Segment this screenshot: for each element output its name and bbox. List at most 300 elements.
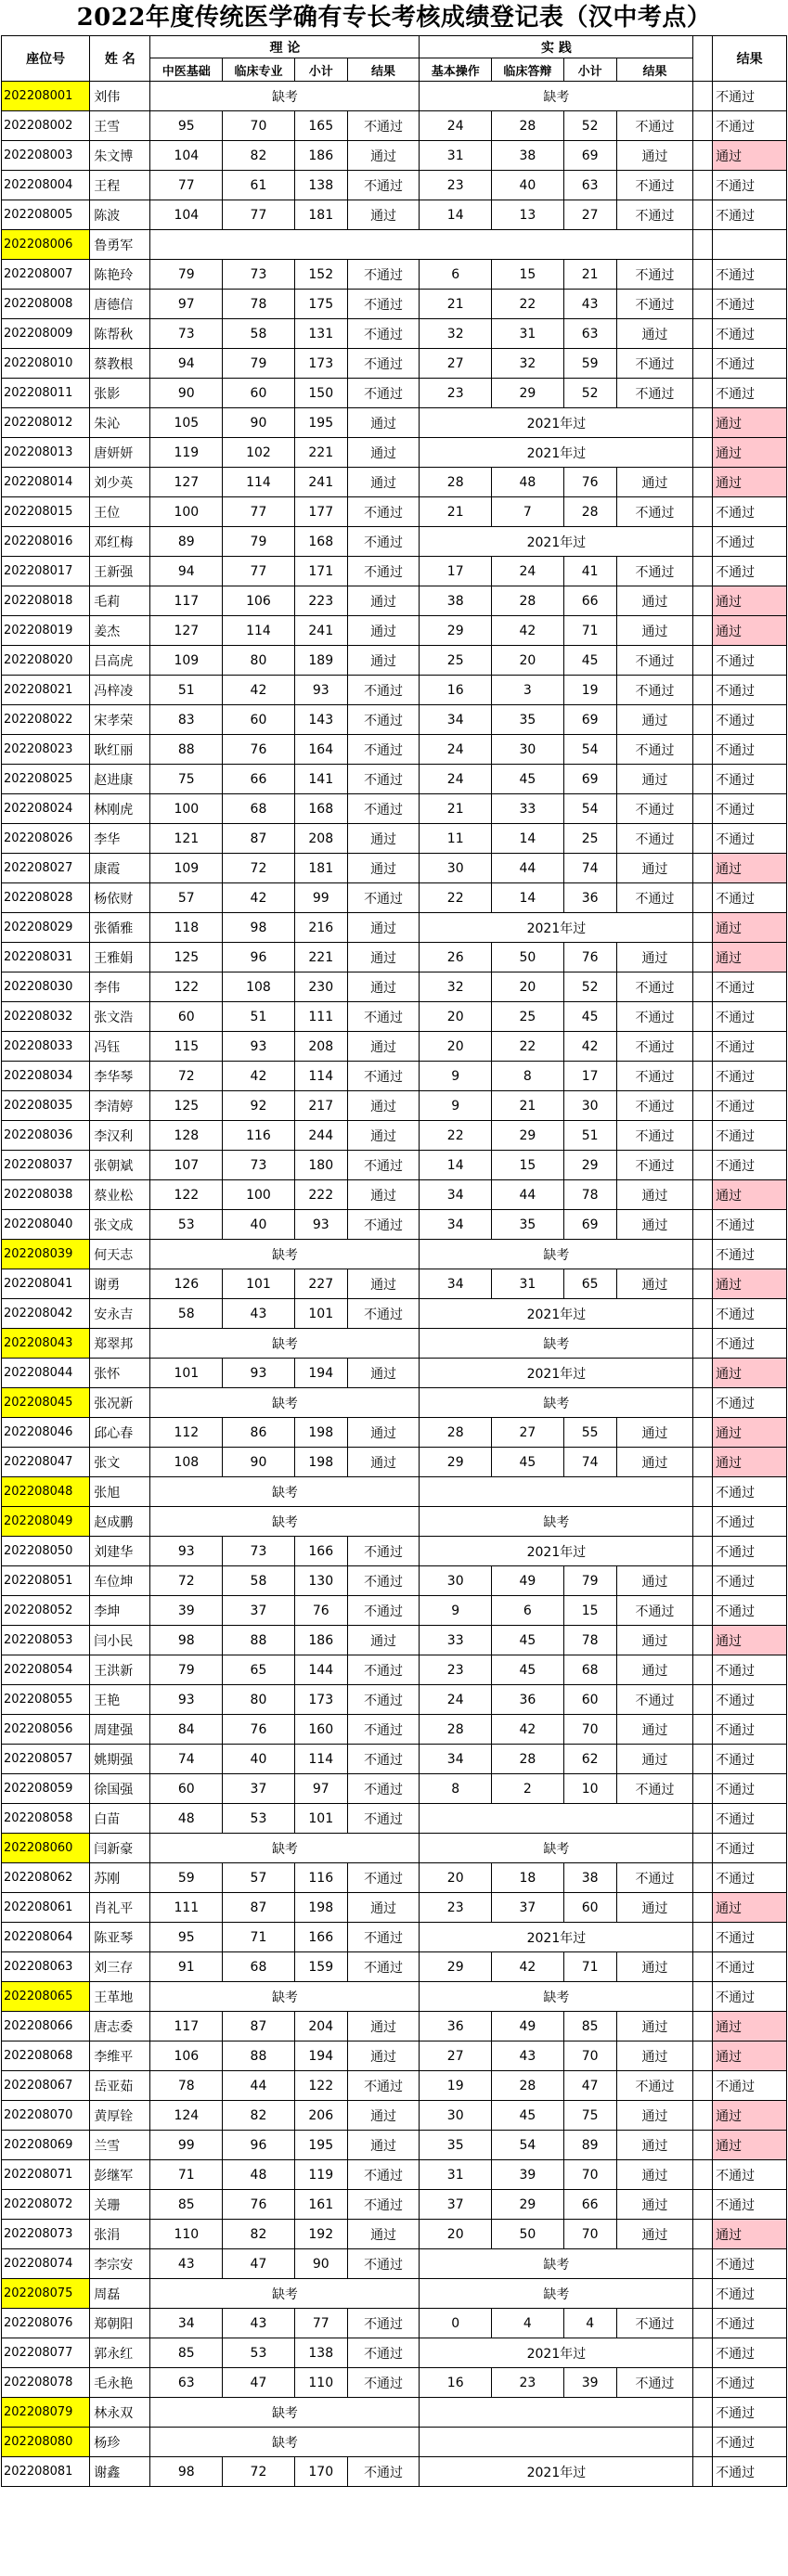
theory-result-cell: 不通过 bbox=[347, 1151, 420, 1180]
name-cell: 张影 bbox=[90, 379, 150, 408]
practice-defense-cell: 54 bbox=[492, 2131, 564, 2160]
theory-clinical-cell: 76 bbox=[223, 2190, 295, 2220]
theory-subtotal-cell: 111 bbox=[294, 1002, 347, 1032]
theory-result-cell: 不通过 bbox=[347, 2309, 420, 2338]
seat-number-cell: 202208014 bbox=[2, 468, 90, 497]
final-result-cell: 不通过 bbox=[713, 319, 787, 349]
header-theory-basic: 中医基础 bbox=[150, 58, 223, 82]
theory-result-cell: 通过 bbox=[347, 408, 420, 438]
practice-merged-cell: 缺考 bbox=[420, 1834, 693, 1863]
practice-merged-cell: 缺考 bbox=[420, 1240, 693, 1269]
name-cell: 张文成 bbox=[90, 1210, 150, 1240]
spacer-cell bbox=[693, 794, 713, 824]
theory-clinical-cell: 42 bbox=[223, 883, 295, 913]
theory-basic-cell: 122 bbox=[150, 1180, 223, 1210]
theory-result-cell: 不通过 bbox=[347, 794, 420, 824]
table-row bbox=[2, 2279, 787, 2309]
practice-subtotal-cell: 75 bbox=[563, 2101, 616, 2131]
theory-result-cell: 不通过 bbox=[347, 111, 420, 141]
final-result-cell: 通过 bbox=[713, 1626, 787, 1655]
theory-subtotal-cell: 222 bbox=[294, 1180, 347, 1210]
practice-defense-cell: 42 bbox=[492, 616, 564, 646]
theory-basic-cell: 79 bbox=[150, 260, 223, 290]
theory-subtotal-cell: 164 bbox=[294, 735, 347, 765]
practice-result-cell: 不通过 bbox=[616, 349, 693, 379]
practice-basic-cell: 24 bbox=[420, 765, 492, 794]
practice-defense-cell: 7 bbox=[492, 497, 564, 527]
theory-result-cell: 通过 bbox=[347, 2101, 420, 2131]
seat-number-cell: 202208033 bbox=[2, 1032, 90, 1062]
seat-number-cell: 202208008 bbox=[2, 290, 90, 319]
practice-merged-cell: 缺考 bbox=[420, 1329, 693, 1359]
final-result-cell: 不通过 bbox=[713, 1774, 787, 1804]
theory-clinical-cell: 65 bbox=[223, 1655, 295, 1685]
theory-basic-cell: 57 bbox=[150, 883, 223, 913]
theory-subtotal-cell: 195 bbox=[294, 2131, 347, 2160]
practice-defense-cell: 40 bbox=[492, 171, 564, 200]
practice-defense-cell: 6 bbox=[492, 1596, 564, 1626]
theory-result-cell: 不通过 bbox=[347, 2368, 420, 2398]
practice-merged-cell: 2021年过 bbox=[420, 913, 693, 943]
practice-merged-cell: 2021年过 bbox=[420, 438, 693, 468]
seat-number-cell: 202208078 bbox=[2, 2368, 90, 2398]
practice-merged-cell: 缺考 bbox=[420, 2249, 693, 2279]
practice-defense-cell: 30 bbox=[492, 735, 564, 765]
theory-result-cell: 不通过 bbox=[347, 2071, 420, 2101]
table-row bbox=[2, 1952, 787, 1982]
theory-clinical-cell: 43 bbox=[223, 2309, 295, 2338]
final-result-cell: 通过 bbox=[713, 913, 787, 943]
theory-clinical-cell: 68 bbox=[223, 794, 295, 824]
practice-subtotal-cell: 30 bbox=[563, 1091, 616, 1121]
practice-defense-cell: 38 bbox=[492, 141, 564, 171]
theory-basic-cell: 97 bbox=[150, 290, 223, 319]
final-result-cell: 不通过 bbox=[713, 646, 787, 676]
practice-result-cell: 通过 bbox=[616, 141, 693, 171]
final-result-cell: 不通过 bbox=[713, 1596, 787, 1626]
final-result-cell: 不通过 bbox=[713, 2160, 787, 2190]
seat-number-cell: 202208072 bbox=[2, 2190, 90, 2220]
name-cell: 王位 bbox=[90, 497, 150, 527]
table-row bbox=[2, 1745, 787, 1774]
seat-number-cell: 202208020 bbox=[2, 646, 90, 676]
spacer-cell bbox=[693, 1091, 713, 1121]
practice-basic-cell: 30 bbox=[420, 854, 492, 883]
theory-result-cell: 通过 bbox=[347, 2012, 420, 2041]
theory-clinical-cell: 82 bbox=[223, 141, 295, 171]
theory-subtotal-cell: 76 bbox=[294, 1596, 347, 1626]
spacer-cell bbox=[693, 1804, 713, 1834]
final-result-cell: 通过 bbox=[713, 141, 787, 171]
name-cell: 张循雅 bbox=[90, 913, 150, 943]
practice-basic-cell: 9 bbox=[420, 1062, 492, 1091]
table-row bbox=[2, 290, 787, 319]
header-practice-defense: 临床答辩 bbox=[492, 58, 564, 82]
table-row bbox=[2, 2249, 787, 2279]
seat-number-cell: 202208070 bbox=[2, 2101, 90, 2131]
name-cell: 李伟 bbox=[90, 972, 150, 1002]
theory-result-cell: 通过 bbox=[347, 1269, 420, 1299]
spacer-cell bbox=[693, 1655, 713, 1685]
practice-defense-cell: 39 bbox=[492, 2160, 564, 2190]
practice-subtotal-cell: 52 bbox=[563, 111, 616, 141]
theory-basic-cell: 73 bbox=[150, 319, 223, 349]
theory-result-cell: 通过 bbox=[347, 1626, 420, 1655]
practice-basic-cell: 29 bbox=[420, 1448, 492, 1477]
seat-number-cell: 202208027 bbox=[2, 854, 90, 883]
theory-clinical-cell: 82 bbox=[223, 2101, 295, 2131]
seat-number-cell: 202208075 bbox=[2, 2279, 90, 2309]
table-row bbox=[2, 1566, 787, 1596]
practice-result-cell: 不通过 bbox=[616, 111, 693, 141]
theory-subtotal-cell: 208 bbox=[294, 824, 347, 854]
theory-basic-cell: 63 bbox=[150, 2368, 223, 2398]
final-result-cell: 不通过 bbox=[713, 1655, 787, 1685]
final-result-cell: 不通过 bbox=[713, 1062, 787, 1091]
practice-merged-cell bbox=[420, 1477, 693, 1507]
spacer-cell bbox=[693, 2368, 713, 2398]
table-row bbox=[2, 2309, 787, 2338]
theory-basic-cell: 127 bbox=[150, 468, 223, 497]
practice-basic-cell: 23 bbox=[420, 1655, 492, 1685]
practice-merged-cell: 2021年过 bbox=[420, 527, 693, 557]
table-row bbox=[2, 2041, 787, 2071]
theory-basic-cell: 83 bbox=[150, 705, 223, 735]
name-cell: 鲁勇军 bbox=[90, 230, 150, 260]
seat-number-cell: 202208018 bbox=[2, 586, 90, 616]
theory-basic-cell: 109 bbox=[150, 646, 223, 676]
final-result-cell: 不通过 bbox=[713, 1329, 787, 1359]
table-row bbox=[2, 1032, 787, 1062]
practice-subtotal-cell: 71 bbox=[563, 1952, 616, 1982]
practice-merged-cell: 2021年过 bbox=[420, 2338, 693, 2368]
theory-clinical-cell: 73 bbox=[223, 1151, 295, 1180]
seat-number-cell: 202208029 bbox=[2, 913, 90, 943]
final-result-cell: 通过 bbox=[713, 854, 787, 883]
theory-merged-cell: 缺考 bbox=[150, 2428, 420, 2457]
theory-clinical-cell: 47 bbox=[223, 2249, 295, 2279]
name-cell: 刘建华 bbox=[90, 1537, 150, 1566]
name-cell: 朱文博 bbox=[90, 141, 150, 171]
table-row bbox=[2, 2457, 787, 2487]
theory-merged-cell: 缺考 bbox=[150, 1329, 420, 1359]
table-row bbox=[2, 1210, 787, 1240]
theory-result-cell: 不通过 bbox=[347, 1774, 420, 1804]
theory-clinical-cell: 78 bbox=[223, 290, 295, 319]
table-row bbox=[2, 200, 787, 230]
seat-number-cell: 202208013 bbox=[2, 438, 90, 468]
seat-number-cell: 202208074 bbox=[2, 2249, 90, 2279]
final-result-cell: 通过 bbox=[713, 468, 787, 497]
table-row bbox=[2, 379, 787, 408]
final-result-cell: 不通过 bbox=[713, 2428, 787, 2457]
final-result-cell: 不通过 bbox=[713, 82, 787, 111]
table-row bbox=[2, 527, 787, 557]
theory-subtotal-cell: 141 bbox=[294, 765, 347, 794]
seat-number-cell: 202208002 bbox=[2, 111, 90, 141]
table-row bbox=[2, 1269, 787, 1299]
name-cell: 刘三存 bbox=[90, 1952, 150, 1982]
theory-result-cell: 不通过 bbox=[347, 705, 420, 735]
final-result-cell: 不通过 bbox=[713, 1566, 787, 1596]
theory-result-cell: 不通过 bbox=[347, 1685, 420, 1715]
practice-basic-cell: 21 bbox=[420, 794, 492, 824]
theory-clinical-cell: 58 bbox=[223, 319, 295, 349]
seat-number-cell: 202208030 bbox=[2, 972, 90, 1002]
name-cell: 安永吉 bbox=[90, 1299, 150, 1329]
practice-basic-cell: 31 bbox=[420, 141, 492, 171]
spacer-cell bbox=[693, 1418, 713, 1448]
practice-defense-cell: 22 bbox=[492, 290, 564, 319]
name-cell: 姜杰 bbox=[90, 616, 150, 646]
theory-subtotal-cell: 208 bbox=[294, 1032, 347, 1062]
theory-result-cell: 通过 bbox=[347, 2041, 420, 2071]
practice-result-cell: 通过 bbox=[616, 1269, 693, 1299]
practice-defense-cell: 28 bbox=[492, 586, 564, 616]
seat-number-cell: 202208045 bbox=[2, 1388, 90, 1418]
header-theory-subtotal: 小计 bbox=[294, 58, 347, 82]
name-cell: 宋孝荣 bbox=[90, 705, 150, 735]
table-row bbox=[2, 2398, 787, 2428]
theory-clinical-cell: 53 bbox=[223, 1804, 295, 1834]
practice-result-cell: 不通过 bbox=[616, 200, 693, 230]
theory-clinical-cell: 68 bbox=[223, 1952, 295, 1982]
practice-defense-cell: 43 bbox=[492, 2041, 564, 2071]
final-result-cell: 不通过 bbox=[713, 2279, 787, 2309]
table-row bbox=[2, 913, 787, 943]
header-name: 姓 名 bbox=[90, 36, 150, 82]
practice-defense-cell: 31 bbox=[492, 1269, 564, 1299]
theory-basic-cell: 58 bbox=[150, 1299, 223, 1329]
theory-subtotal-cell: 186 bbox=[294, 141, 347, 171]
spacer-cell bbox=[693, 557, 713, 586]
theory-result-cell: 不通过 bbox=[347, 527, 420, 557]
theory-subtotal-cell: 198 bbox=[294, 1448, 347, 1477]
theory-result-cell: 通过 bbox=[347, 1180, 420, 1210]
practice-basic-cell: 14 bbox=[420, 200, 492, 230]
practice-defense-cell: 35 bbox=[492, 705, 564, 735]
name-cell: 王洪新 bbox=[90, 1655, 150, 1685]
final-result-cell: 不通过 bbox=[713, 2457, 787, 2487]
table-row bbox=[2, 468, 787, 497]
theory-clinical-cell: 57 bbox=[223, 1863, 295, 1893]
theory-result-cell: 不通过 bbox=[347, 735, 420, 765]
theory-subtotal-cell: 99 bbox=[294, 883, 347, 913]
name-cell: 吕高虎 bbox=[90, 646, 150, 676]
seat-number-cell: 202208049 bbox=[2, 1507, 90, 1537]
theory-subtotal-cell: 165 bbox=[294, 111, 347, 141]
name-cell: 冯钰 bbox=[90, 1032, 150, 1062]
theory-result-cell: 通过 bbox=[347, 200, 420, 230]
theory-subtotal-cell: 170 bbox=[294, 2457, 347, 2487]
practice-result-cell: 通过 bbox=[616, 2220, 693, 2249]
practice-subtotal-cell: 38 bbox=[563, 1863, 616, 1893]
spacer-cell bbox=[693, 705, 713, 735]
theory-clinical-cell: 43 bbox=[223, 1299, 295, 1329]
practice-result-cell: 通过 bbox=[616, 468, 693, 497]
theory-clinical-cell: 76 bbox=[223, 1715, 295, 1745]
final-result-cell: 不通过 bbox=[713, 2309, 787, 2338]
theory-result-cell: 不通过 bbox=[347, 1863, 420, 1893]
seat-number-cell: 202208055 bbox=[2, 1685, 90, 1715]
theory-clinical-cell: 80 bbox=[223, 1685, 295, 1715]
practice-result-cell: 不通过 bbox=[616, 2071, 693, 2101]
table-row bbox=[2, 586, 787, 616]
theory-basic-cell: 107 bbox=[150, 1151, 223, 1180]
practice-subtotal-cell: 65 bbox=[563, 1269, 616, 1299]
practice-defense-cell: 21 bbox=[492, 1091, 564, 1121]
practice-result-cell: 不通过 bbox=[616, 1596, 693, 1626]
practice-result-cell: 不通过 bbox=[616, 290, 693, 319]
final-result-cell: 不通过 bbox=[713, 1982, 787, 2012]
theory-subtotal-cell: 130 bbox=[294, 1566, 347, 1596]
table-row bbox=[2, 171, 787, 200]
spacer-cell bbox=[693, 1507, 713, 1537]
spacer-cell bbox=[693, 1982, 713, 2012]
final-result-cell: 通过 bbox=[713, 1448, 787, 1477]
name-cell: 郭永红 bbox=[90, 2338, 150, 2368]
final-result-cell: 不通过 bbox=[713, 527, 787, 557]
table-row bbox=[2, 854, 787, 883]
theory-result-cell: 通过 bbox=[347, 2220, 420, 2249]
theory-result-cell: 不通过 bbox=[347, 1596, 420, 1626]
name-cell: 李华琴 bbox=[90, 1062, 150, 1091]
table-row bbox=[2, 1863, 787, 1893]
spacer-cell bbox=[693, 1240, 713, 1269]
theory-subtotal-cell: 168 bbox=[294, 527, 347, 557]
seat-number-cell: 202208015 bbox=[2, 497, 90, 527]
spacer-cell bbox=[693, 1002, 713, 1032]
seat-number-cell: 202208064 bbox=[2, 1923, 90, 1952]
practice-subtotal-cell: 45 bbox=[563, 1002, 616, 1032]
theory-basic-cell: 112 bbox=[150, 1418, 223, 1448]
theory-clinical-cell: 47 bbox=[223, 2368, 295, 2398]
practice-basic-cell: 35 bbox=[420, 2131, 492, 2160]
final-result-cell: 不通过 bbox=[713, 676, 787, 705]
practice-defense-cell: 18 bbox=[492, 1863, 564, 1893]
seat-number-cell: 202208042 bbox=[2, 1299, 90, 1329]
practice-result-cell: 通过 bbox=[616, 765, 693, 794]
spacer-cell bbox=[693, 586, 713, 616]
practice-result-cell: 不通过 bbox=[616, 379, 693, 408]
theory-result-cell: 不通过 bbox=[347, 2249, 420, 2279]
table-row bbox=[2, 1507, 787, 1537]
table-row bbox=[2, 497, 787, 527]
theory-merged-cell: 缺考 bbox=[150, 2279, 420, 2309]
practice-subtotal-cell: 69 bbox=[563, 705, 616, 735]
practice-defense-cell: 15 bbox=[492, 260, 564, 290]
practice-defense-cell: 45 bbox=[492, 765, 564, 794]
spacer-cell bbox=[693, 2428, 713, 2457]
name-cell: 张朝斌 bbox=[90, 1151, 150, 1180]
theory-basic-cell: 117 bbox=[150, 586, 223, 616]
seat-number-cell: 202208050 bbox=[2, 1537, 90, 1566]
table-row bbox=[2, 765, 787, 794]
practice-result-cell: 通过 bbox=[616, 943, 693, 972]
theory-clinical-cell: 116 bbox=[223, 1121, 295, 1151]
theory-clinical-cell: 77 bbox=[223, 497, 295, 527]
theory-merged-cell: 缺考 bbox=[150, 1388, 420, 1418]
practice-result-cell: 不通过 bbox=[616, 824, 693, 854]
theory-basic-cell: 99 bbox=[150, 2131, 223, 2160]
practice-defense-cell: 50 bbox=[492, 2220, 564, 2249]
table-row bbox=[2, 1655, 787, 1685]
theory-clinical-cell: 60 bbox=[223, 705, 295, 735]
practice-subtotal-cell: 45 bbox=[563, 646, 616, 676]
theory-basic-cell: 95 bbox=[150, 1923, 223, 1952]
name-cell: 李宗安 bbox=[90, 2249, 150, 2279]
seat-number-cell: 202208069 bbox=[2, 2131, 90, 2160]
spacer-cell bbox=[693, 2338, 713, 2368]
spacer-cell bbox=[693, 2309, 713, 2338]
practice-defense-cell: 28 bbox=[492, 1745, 564, 1774]
spacer-cell bbox=[693, 1062, 713, 1091]
spacer-cell bbox=[693, 883, 713, 913]
header-theory-clinical: 临床专业 bbox=[223, 58, 295, 82]
theory-subtotal-cell: 216 bbox=[294, 913, 347, 943]
practice-basic-cell: 11 bbox=[420, 824, 492, 854]
spacer-cell bbox=[693, 1477, 713, 1507]
table-row bbox=[2, 2338, 787, 2368]
seat-number-cell: 202208081 bbox=[2, 2457, 90, 2487]
table-row bbox=[2, 1091, 787, 1121]
table-row bbox=[2, 1151, 787, 1180]
table-row bbox=[2, 1804, 787, 1834]
practice-result-cell: 不通过 bbox=[616, 557, 693, 586]
theory-basic-cell: 72 bbox=[150, 1566, 223, 1596]
theory-basic-cell: 125 bbox=[150, 943, 223, 972]
spacer-cell bbox=[693, 735, 713, 765]
spacer-cell bbox=[693, 1388, 713, 1418]
name-cell: 李维平 bbox=[90, 2041, 150, 2071]
theory-clinical-cell: 40 bbox=[223, 1210, 295, 1240]
practice-result-cell: 不通过 bbox=[616, 2368, 693, 2398]
practice-subtotal-cell: 79 bbox=[563, 1566, 616, 1596]
final-result-cell: 不通过 bbox=[713, 2398, 787, 2428]
name-cell: 郑翠邦 bbox=[90, 1329, 150, 1359]
theory-subtotal-cell: 192 bbox=[294, 2220, 347, 2249]
seat-number-cell: 202208068 bbox=[2, 2041, 90, 2071]
theory-merged-cell: 缺考 bbox=[150, 1982, 420, 2012]
spacer-cell bbox=[693, 2071, 713, 2101]
theory-result-cell: 通过 bbox=[347, 646, 420, 676]
practice-defense-cell: 45 bbox=[492, 1655, 564, 1685]
theory-clinical-cell: 70 bbox=[223, 111, 295, 141]
practice-subtotal-cell: 69 bbox=[563, 141, 616, 171]
practice-result-cell: 不通过 bbox=[616, 1062, 693, 1091]
seat-number-cell: 202208040 bbox=[2, 1210, 90, 1240]
name-cell: 白苗 bbox=[90, 1804, 150, 1834]
seat-number-cell: 202208009 bbox=[2, 319, 90, 349]
practice-basic-cell: 20 bbox=[420, 1032, 492, 1062]
practice-subtotal-cell: 69 bbox=[563, 1210, 616, 1240]
spacer-cell bbox=[693, 2220, 713, 2249]
spacer-cell bbox=[693, 1359, 713, 1388]
theory-basic-cell: 51 bbox=[150, 676, 223, 705]
final-result-cell: 不通过 bbox=[713, 1388, 787, 1418]
name-cell: 何天志 bbox=[90, 1240, 150, 1269]
final-result-cell: 不通过 bbox=[713, 497, 787, 527]
table-row bbox=[2, 646, 787, 676]
practice-subtotal-cell: 62 bbox=[563, 1745, 616, 1774]
theory-subtotal-cell: 175 bbox=[294, 290, 347, 319]
spacer-cell bbox=[693, 1834, 713, 1863]
theory-subtotal-cell: 114 bbox=[294, 1745, 347, 1774]
table-row bbox=[2, 1477, 787, 1507]
table-row bbox=[2, 319, 787, 349]
practice-defense-cell: 49 bbox=[492, 1566, 564, 1596]
name-cell: 张涓 bbox=[90, 2220, 150, 2249]
